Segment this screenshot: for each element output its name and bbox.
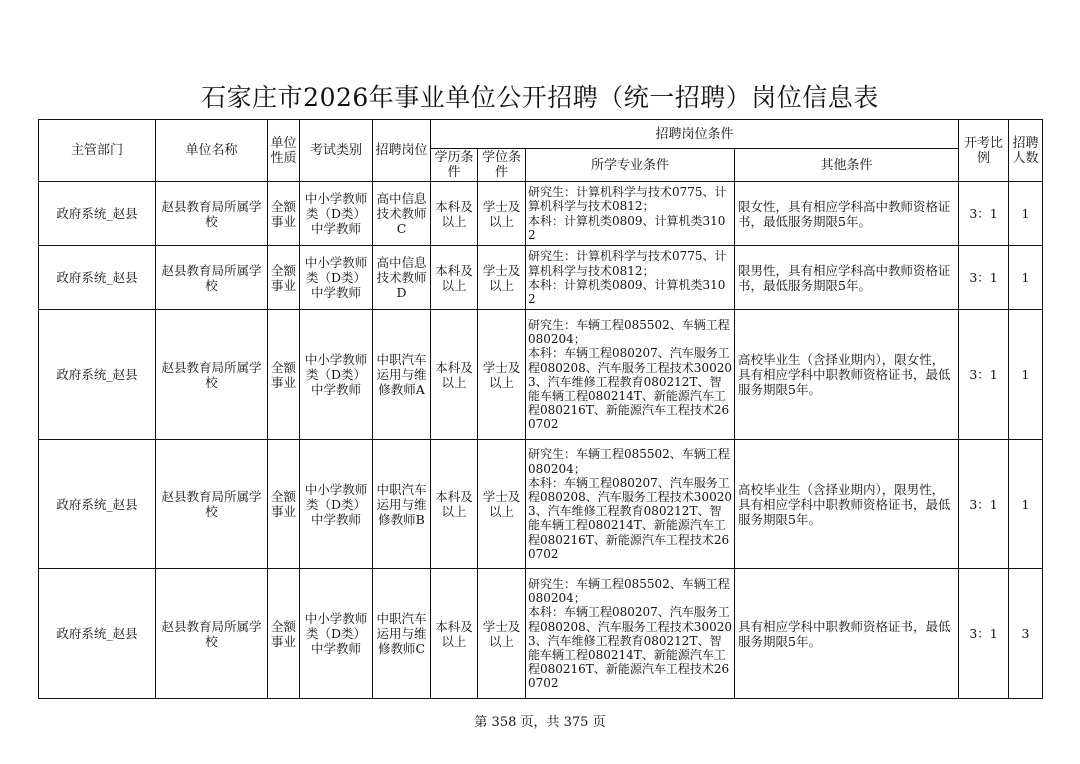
cell-edu: 本科及以上 — [431, 569, 478, 699]
header-count: 招聘人数 — [1009, 120, 1043, 182]
header-post: 招聘岗位 — [373, 120, 431, 182]
cell-post: 高中信息技术教师D — [373, 246, 431, 310]
header-dept: 主管部门 — [39, 120, 156, 182]
cell-exam: 中小学教师类（D类）中学教师 — [300, 246, 373, 310]
cell-count: 3 — [1009, 569, 1043, 699]
cell-major: 研究生：计算机科学与技术0775、计算机科学与技术0812； 本科：计算机类0809、计算机类3102 — [526, 182, 735, 246]
table-row — [39, 246, 1043, 310]
header-conditions: 招聘岗位条件 — [431, 120, 959, 149]
cell-ratio: 3：1 — [959, 439, 1009, 569]
cell-unit: 赵县教育局所属学校 — [156, 439, 268, 569]
header-other: 其他条件 — [735, 149, 959, 182]
cell-other: 具有相应学科中职教师资格证书，最低服务期限5年。 — [735, 569, 959, 699]
header-ratio: 开考比例 — [959, 120, 1009, 182]
cell-major: 研究生：车辆工程085502、车辆工程080204； 本科：车辆工程080207、汽车服务工程080208、汽车服务工程技术300203、汽车维修工程教育080212T、智能车辆工程080214T、新能源汽车工程080216T、新能源汽车工程技术260702 — [526, 569, 735, 699]
cell-ratio: 3：1 — [959, 246, 1009, 310]
cell-ratio: 3：1 — [959, 569, 1009, 699]
cell-edu: 本科及以上 — [431, 439, 478, 569]
cell-nature: 全额事业 — [268, 246, 300, 310]
cell-post: 中职汽车运用与维修教师B — [373, 439, 431, 569]
header-exam: 考试类别 — [300, 120, 373, 182]
cell-nature: 全额事业 — [268, 439, 300, 569]
cell-dept: 政府系统_赵县 — [39, 182, 156, 246]
table-row — [39, 569, 1043, 699]
cell-other: 限女性，具有相应学科高中教师资格证书，最低服务期限5年。 — [735, 182, 959, 246]
header-edu: 学历条件 — [431, 149, 478, 182]
table-row — [39, 310, 1043, 440]
cell-unit: 赵县教育局所属学校 — [156, 310, 268, 440]
cell-unit: 赵县教育局所属学校 — [156, 246, 268, 310]
cell-major: 研究生：车辆工程085502、车辆工程080204； 本科：车辆工程080207、汽车服务工程080208、汽车服务工程技术300203、汽车维修工程教育080212T、智能车辆工程080214T、新能源汽车工程080216T、新能源汽车工程技术260702 — [526, 439, 735, 569]
cell-major: 研究生：计算机科学与技术0775、计算机科学与技术0812； 本科：计算机类0809、计算机类3102 — [526, 246, 735, 310]
header-degree: 学位条件 — [478, 149, 526, 182]
cell-degree: 学士及以上 — [478, 246, 526, 310]
position-table — [38, 119, 1043, 699]
cell-count: 1 — [1009, 310, 1043, 440]
cell-exam: 中小学教师类（D类）中学教师 — [300, 182, 373, 246]
header-unit: 单位名称 — [156, 120, 268, 182]
cell-count: 1 — [1009, 182, 1043, 246]
cell-edu: 本科及以上 — [431, 310, 478, 440]
cell-dept: 政府系统_赵县 — [39, 569, 156, 699]
cell-nature: 全额事业 — [268, 569, 300, 699]
cell-nature: 全额事业 — [268, 310, 300, 440]
cell-post: 中职汽车运用与维修教师C — [373, 569, 431, 699]
cell-dept: 政府系统_赵县 — [39, 246, 156, 310]
cell-unit: 赵县教育局所属学校 — [156, 569, 268, 699]
header-nature: 单位性质 — [268, 120, 300, 182]
cell-degree: 学士及以上 — [478, 310, 526, 440]
page-title: 石家庄市2026年事业单位公开招聘（统一招聘）岗位信息表 — [201, 83, 879, 112]
cell-dept: 政府系统_赵县 — [39, 310, 156, 440]
cell-dept: 政府系统_赵县 — [39, 439, 156, 569]
cell-other: 高校毕业生（含择业期内），限男性，具有相应学科中职教师资格证书，最低服务期限5年。 — [735, 439, 959, 569]
cell-other: 限男性，具有相应学科高中教师资格证书，最低服务期限5年。 — [735, 246, 959, 310]
cell-other: 高校毕业生（含择业期内），限女性，具有相应学科中职教师资格证书，最低服务期限5年。 — [735, 310, 959, 440]
cell-major: 研究生：车辆工程085502、车辆工程080204； 本科：车辆工程080207、汽车服务工程080208、汽车服务工程技术300203、汽车维修工程教育080212T、智能车辆工程080214T、新能源汽车工程080216T、新能源汽车工程技术260702 — [526, 310, 735, 440]
cell-exam: 中小学教师类（D类）中学教师 — [300, 310, 373, 440]
cell-post: 高中信息技术教师C — [373, 182, 431, 246]
cell-count: 1 — [1009, 439, 1043, 569]
header-major: 所学专业条件 — [526, 149, 735, 182]
cell-edu: 本科及以上 — [431, 182, 478, 246]
cell-count: 1 — [1009, 246, 1043, 310]
cell-post: 中职汽车运用与维修教师A — [373, 310, 431, 440]
cell-ratio: 3：1 — [959, 310, 1009, 440]
cell-ratio: 3：1 — [959, 182, 1009, 246]
cell-unit: 赵县教育局所属学校 — [156, 182, 268, 246]
cell-degree: 学士及以上 — [478, 569, 526, 699]
cell-exam: 中小学教师类（D类）中学教师 — [300, 569, 373, 699]
table-row — [39, 182, 1043, 246]
page-number: 第 358 页，共 375 页 — [474, 715, 606, 730]
cell-exam: 中小学教师类（D类）中学教师 — [300, 439, 373, 569]
cell-degree: 学士及以上 — [478, 182, 526, 246]
table-row — [39, 439, 1043, 569]
cell-edu: 本科及以上 — [431, 246, 478, 310]
cell-nature: 全额事业 — [268, 182, 300, 246]
cell-degree: 学士及以上 — [478, 439, 526, 569]
